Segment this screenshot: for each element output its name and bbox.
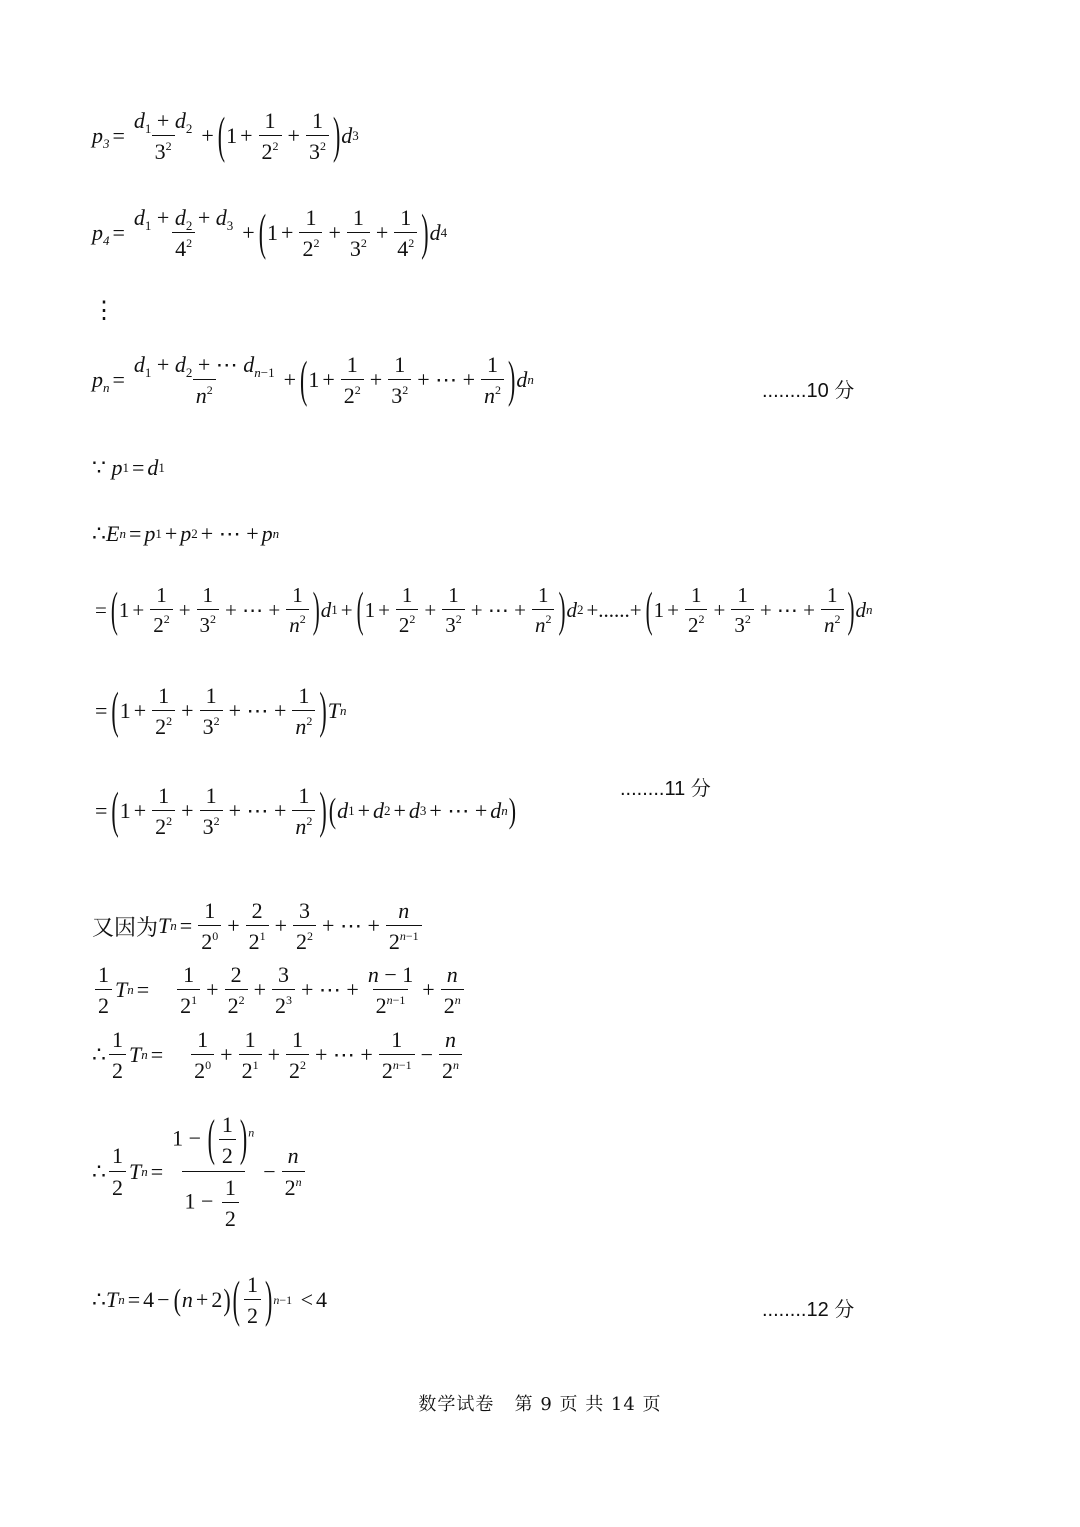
score-12: ........12 分: [762, 1299, 855, 1321]
page-footer: [0, 1390, 1080, 1416]
equation-half-Tn: $\frac{1}{2}$ T n = $\frac{1}{2^1}$ + $\frac{2}{2^2}$ + $\frac{3}{2^3}$ + ⋯ + $\frac{n - 1}{2^{n-1}}$ + $\frac{n}{2^n}$: [92, 962, 467, 1019]
equation-times-dsum: = ( 1 + $\frac{1}{2^2}$ + $\frac{1}{3^2}$ + ⋯ + $\frac{1}{n^2}$ ) ( d 1 + d 2 + d 3 + ⋯ + d n ): [95, 781, 517, 840]
equation-Tn-def: 又因为 T n = $\frac{1}{2^0}$ + $\frac{2}{2^1}$ + $\frac{3}{2^2}$ + ⋯ + $\frac{n}{2^{n-1}}$: [92, 898, 425, 955]
footer-label: 数学试卷: [418, 1394, 495, 1415]
score-11: ........11 分: [620, 778, 711, 800]
equation-En: ∴ E n = p 1 + p 2 + ⋯ + p n: [92, 521, 280, 546]
equation-geometric: ∴ $\frac{1}{2}$ T n = 1 − ( $\frac{1}{2}$ )$^n$ 1 − $\frac{1}{2}$ − $\frac{n}{2^n}$: [92, 1112, 308, 1231]
equation-p3: $p_3$ = $\frac{d_1 + d_2}{3^2}$ + ( 1 + $\frac{1}{2^2}$ + $\frac{1}{3^2}$ ) d 3: [92, 106, 359, 165]
equation-because-p1: ∵ p 1 = d 1: [92, 455, 165, 480]
score-10: ........10 分: [762, 380, 855, 402]
equation-times-Tn: = ( 1 + $\frac{1}{2^2}$ + $\frac{1}{3^2}$ + ⋯ + $\frac{1}{n^2}$ ) T n: [95, 681, 347, 740]
equation-p4: $p_4$ = $\frac{d_1 + d_2 + d_3}{4^2}$ + ( 1 + $\frac{1}{2^2}$ + $\frac{1}{3^2}$ + $\frac{1}{4^2}$ ) d 4: [92, 203, 448, 262]
footer-page-number: 第 9 页 共 14 页: [514, 1394, 662, 1415]
equation-subtract: ∴ $\frac{1}{2}$ T n = $\frac{1}{2^0}$ + $\frac{1}{2^1}$ + $\frac{1}{2^2}$ + ⋯ + $\frac{1}{2^{n-1}}$ − $\frac{n}{2^n}$: [92, 1027, 465, 1084]
equation-final: ∴ T n = 4 − ( n + 2 ) ( $\frac{1}{2}$ ) n−1 < 4: [92, 1270, 328, 1329]
equation-expansion: = ( 1 + $\frac{1}{2^2}$ + $\frac{1}{3^2}$ + ⋯ + $\frac{1}{n^2}$ ) d 1 + ( 1 + $\frac{1}{2^2}$ + $\frac{1}{3^2}$ + ⋯ + $\frac{1}{n^2}$ ) d 2 +......+ ( 1 + $\frac{1}{2^2}$ + $\frac{1}{3^2}$ + ⋯ + $\frac{1}{n^2}$ ) d n: [95, 581, 873, 638]
equation-pn: $p_n$ = $\frac{d_1 + d_2 + \cdots d_{n-1}}{n^2}$ + ( 1 + $\frac{1}{2^2}$ + $\frac{1}{3^2}$ + ⋯ + $\frac{1}{n^2}$ ) d n: [92, 350, 534, 409]
vertical-ellipsis: ⋮: [92, 298, 116, 324]
